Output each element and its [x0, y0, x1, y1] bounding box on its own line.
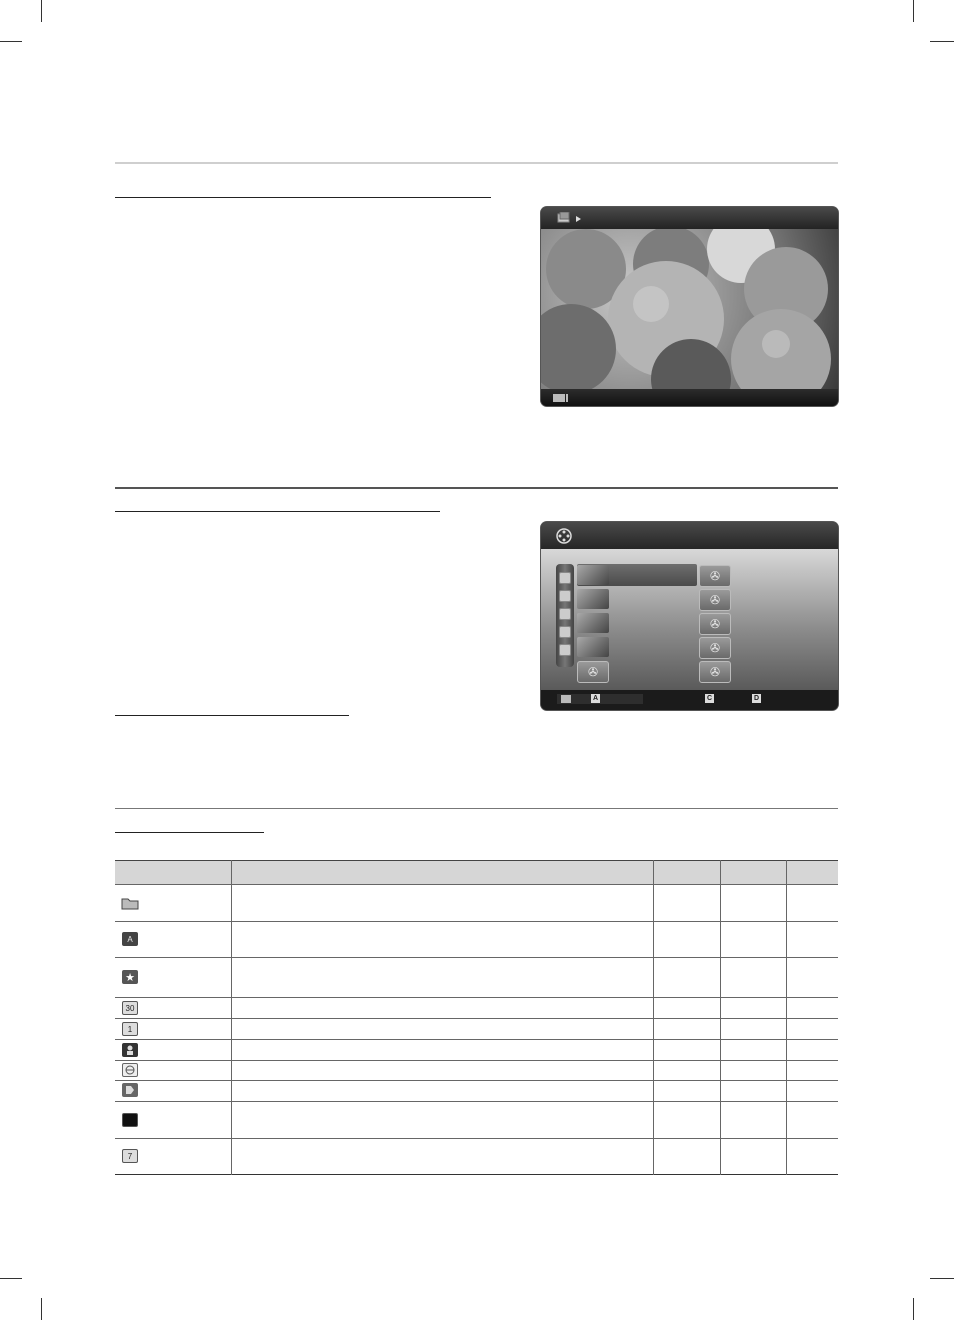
photo-icon	[557, 212, 571, 224]
remote-icon	[561, 695, 573, 703]
film-reel-icon[interactable]: ✇	[699, 565, 731, 587]
remote-icon	[553, 393, 569, 403]
tag-icon	[122, 1083, 138, 1097]
folder-icon[interactable]	[559, 572, 571, 584]
folder-icon	[121, 896, 139, 910]
table-row-divider	[115, 1060, 838, 1061]
crop-mark	[913, 1298, 914, 1320]
table-bottom-border	[115, 1174, 838, 1175]
crop-mark	[41, 0, 42, 22]
video-thumbnail[interactable]	[577, 589, 609, 609]
calendar-30-icon[interactable]	[559, 608, 571, 620]
section-rule	[115, 487, 838, 489]
header-rule	[115, 162, 838, 164]
content-hub-title-bar	[541, 522, 838, 549]
crop-mark	[930, 1278, 954, 1279]
film-reel-icon[interactable]: ✇	[577, 661, 609, 683]
film-reel-icon[interactable]: ✇	[699, 661, 731, 683]
table-row-divider	[115, 1039, 838, 1040]
table-column-divider	[720, 860, 721, 1175]
calendar-7-icon: 7	[122, 1149, 138, 1163]
heading-underline	[115, 511, 440, 512]
film-reel-icon[interactable]: ✇	[699, 637, 731, 659]
video-thumbnail[interactable]	[577, 613, 609, 633]
content-hub-screen	[541, 522, 838, 710]
table-row-divider	[115, 1101, 838, 1102]
calendar-1-icon: 1	[122, 1022, 138, 1036]
calendar-30-icon: 30	[122, 1001, 138, 1015]
table-row-divider	[115, 884, 838, 885]
table-row-divider	[115, 997, 838, 998]
key-a-button[interactable]: A	[592, 695, 599, 702]
table-row-divider	[115, 1080, 838, 1081]
photo-viewer-info-bar	[541, 389, 838, 406]
table-row-divider	[115, 1018, 838, 1019]
section-rule	[115, 808, 838, 809]
crop-mark	[930, 41, 954, 42]
content-hub-sidebar	[556, 564, 574, 667]
favorite-icon[interactable]	[559, 644, 571, 656]
photo-viewer-screen	[541, 207, 838, 406]
film-reel-icon	[556, 528, 572, 544]
table-row-divider	[115, 1138, 838, 1139]
person-icon	[122, 1043, 138, 1057]
table-column-divider	[786, 860, 787, 1175]
crop-mark	[0, 1278, 22, 1279]
film-reel-icon[interactable]: ✇	[699, 613, 731, 635]
title-icon: A	[122, 932, 138, 946]
star-icon: ★	[122, 970, 138, 984]
table-column-divider	[653, 860, 654, 1175]
heading-underline	[115, 197, 491, 198]
title-sort-icon[interactable]	[559, 590, 571, 602]
table-column-divider	[231, 860, 232, 1175]
table-row-divider	[115, 957, 838, 958]
content-hub-footer	[541, 690, 838, 710]
apples-photo	[541, 229, 838, 389]
video-thumbnail[interactable]	[577, 565, 609, 585]
video-thumbnail[interactable]	[577, 637, 609, 657]
table-header	[115, 860, 838, 884]
crop-mark	[0, 41, 22, 42]
key-c-button[interactable]: C	[706, 695, 713, 702]
black-square-icon	[122, 1113, 138, 1127]
table-row-divider	[115, 921, 838, 922]
photo-viewer-title-bar	[541, 207, 838, 229]
globe-icon	[122, 1063, 138, 1077]
calendar-1-icon[interactable]	[559, 626, 571, 638]
heading-underline	[115, 832, 264, 833]
key-d-button[interactable]: D	[753, 695, 760, 702]
crop-mark	[41, 1298, 42, 1320]
film-reel-icon[interactable]: ✇	[699, 589, 731, 611]
crop-mark	[913, 0, 914, 22]
heading-underline	[115, 715, 349, 716]
play-triangle-icon	[576, 216, 582, 222]
